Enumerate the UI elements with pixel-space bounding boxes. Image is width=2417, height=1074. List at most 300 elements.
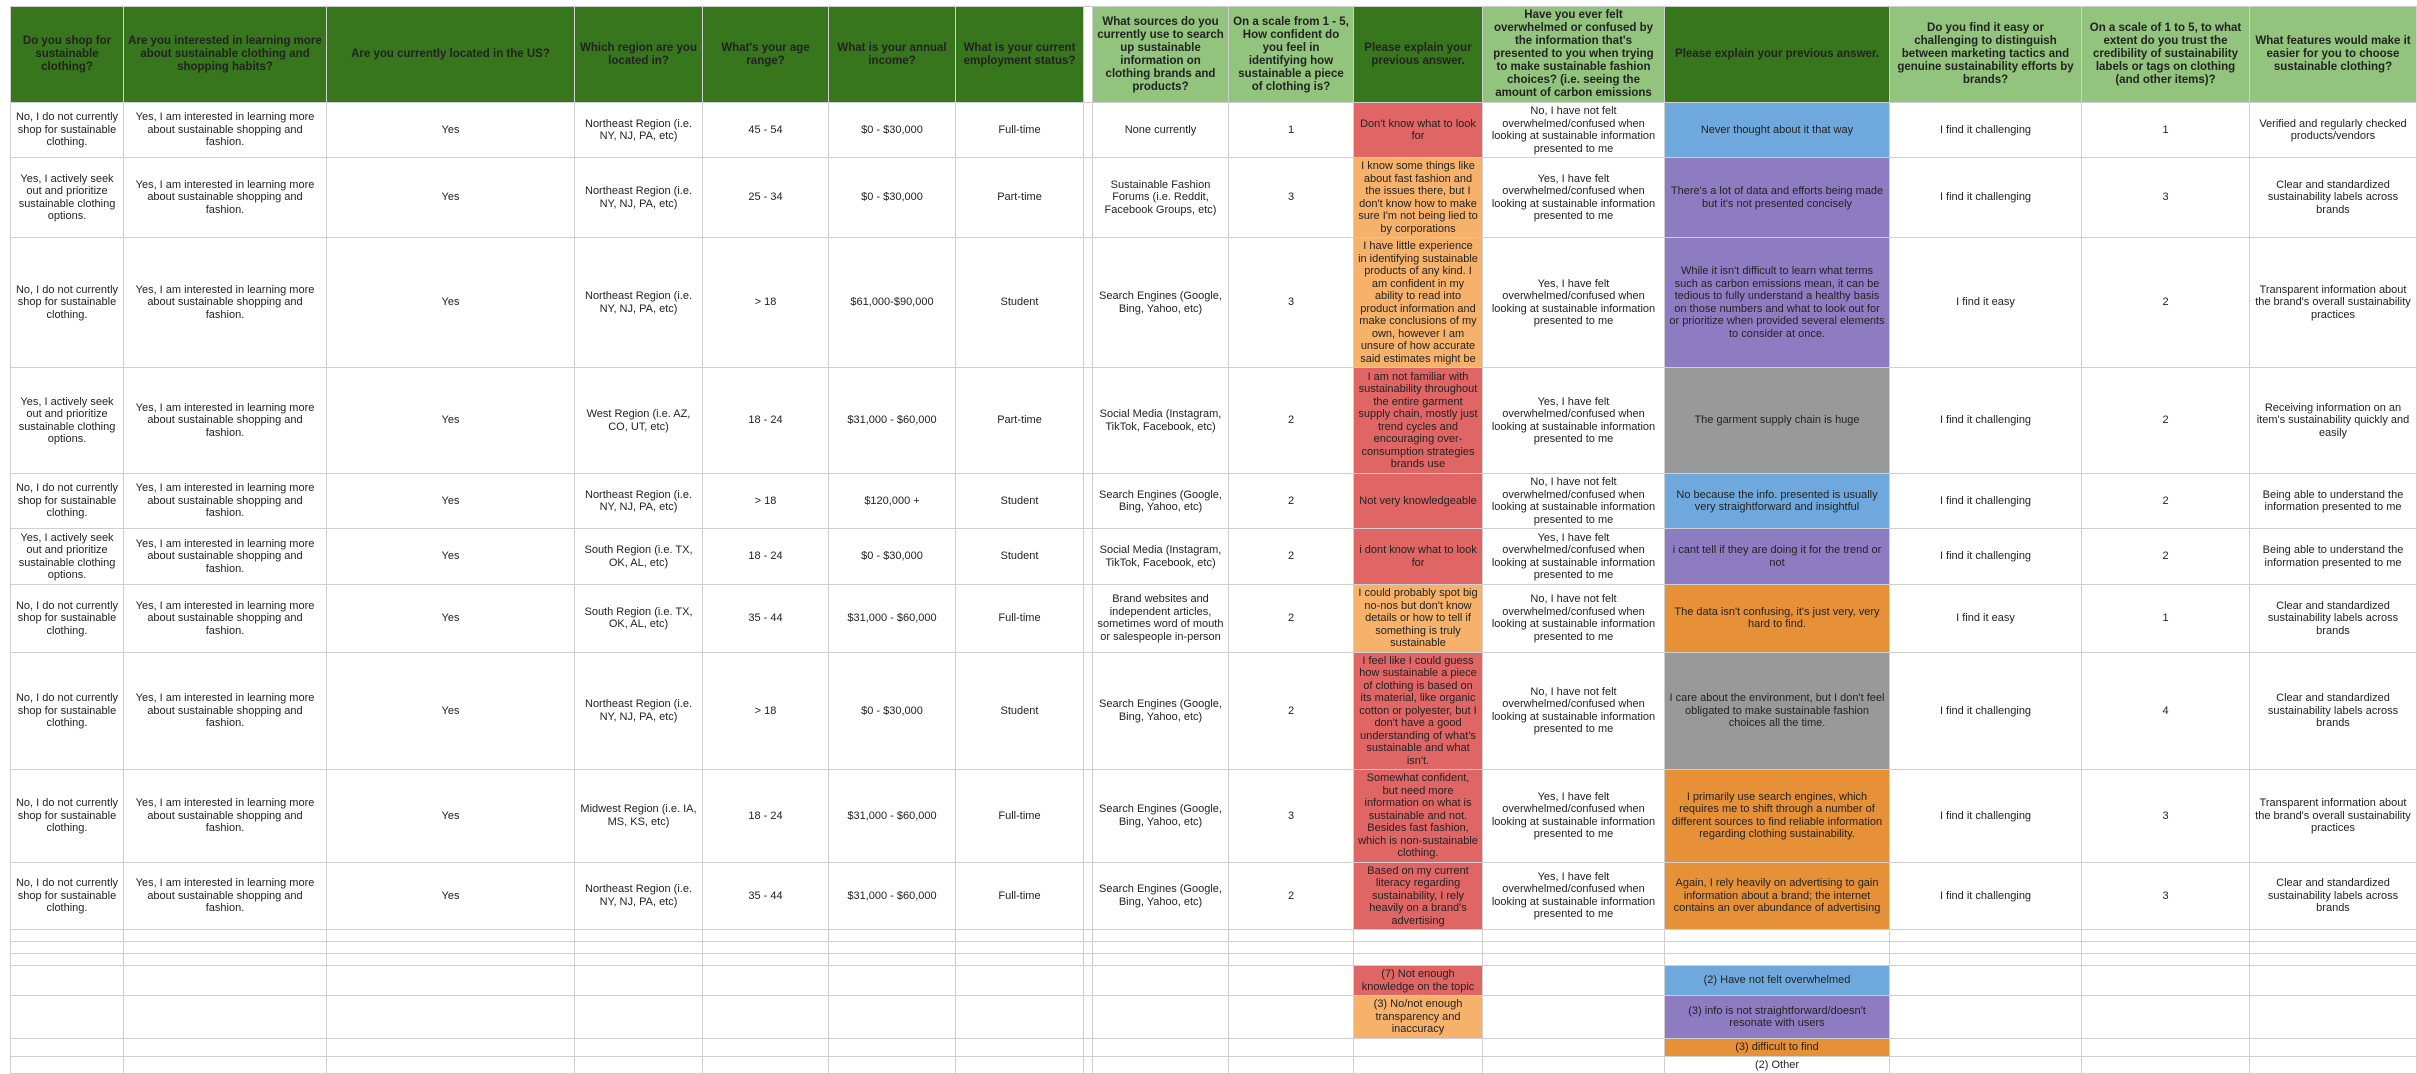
table-cell[interactable]	[11, 942, 124, 954]
table-cell[interactable]	[956, 954, 1084, 966]
table-cell[interactable]: $0 - $30,000	[829, 158, 956, 238]
table-cell[interactable]: Full-time	[956, 862, 1084, 930]
table-cell[interactable]: I know some things like about fast fashion and the issues there, but I don't know how to make sure I'm not being lied to by corporations	[1354, 158, 1483, 238]
table-cell[interactable]: Clear and standardized sustainability labels across brands	[2250, 862, 2417, 930]
table-cell[interactable]: Yes, I actively seek out and prioritize sustainable clothing options.	[11, 158, 124, 238]
table-cell[interactable]	[703, 966, 829, 996]
column-header[interactable]: Do you find it easy or challenging to distinguish between marketing tactics and genuine sustainability efforts by brands?	[1890, 7, 2082, 103]
table-cell[interactable]	[1093, 1056, 1229, 1074]
table-cell[interactable]: Yes	[327, 585, 575, 653]
table-cell[interactable]: South Region (i.e. TX, OK, AL, etc)	[575, 529, 703, 585]
table-cell[interactable]: Verified and regularly checked products/vendors	[2250, 103, 2417, 158]
table-cell[interactable]	[327, 1056, 575, 1074]
table-cell[interactable]	[1229, 954, 1354, 966]
table-cell[interactable]: Yes	[327, 238, 575, 368]
table-cell[interactable]: Transparent information about the brand's overall sustainability practices	[2250, 770, 2417, 863]
column-gap	[1084, 954, 1093, 966]
table-cell[interactable]: No, I do not currently shop for sustainable clothing.	[11, 652, 124, 770]
table-cell[interactable]: $31,000 - $60,000	[829, 368, 956, 474]
table-cell[interactable]: None currently	[1093, 103, 1229, 158]
table-cell[interactable]	[956, 930, 1084, 942]
column-header[interactable]: Which region are you located in?	[575, 7, 703, 103]
table-cell[interactable]: Social Media (Instagram, TikTok, Facebook, etc)	[1093, 368, 1229, 474]
table-cell[interactable]	[1093, 996, 1229, 1039]
table-cell[interactable]	[124, 1039, 327, 1057]
table-cell[interactable]	[2250, 1039, 2417, 1057]
table-cell[interactable]: 2	[1229, 862, 1354, 930]
table-row	[11, 930, 2417, 942]
table-cell[interactable]: Receiving information on an item's sustainability quickly and easily	[2250, 368, 2417, 474]
table-cell[interactable]: Again, I rely heavily on advertising to gain information about a brand; the internet contains an over abundance of advertising	[1665, 862, 1890, 930]
column-header[interactable]: Do you shop for sustainable clothing?	[11, 7, 124, 103]
table-cell[interactable]: 3	[2082, 862, 2250, 930]
table-cell[interactable]: 35 - 44	[703, 862, 829, 930]
table-cell[interactable]	[124, 930, 327, 942]
table-cell[interactable]	[327, 1039, 575, 1057]
table-cell[interactable]	[829, 1056, 956, 1074]
table-cell[interactable]	[327, 966, 575, 996]
column-header[interactable]: On a scale of 1 to 5, to what extent do you trust the credibility of sustainability labels or tags on clothing (and other items)?	[2082, 7, 2250, 103]
table-cell[interactable]: Yes, I have felt overwhelmed/confused when looking at sustainable information presented to me	[1483, 238, 1665, 368]
table-cell[interactable]: I find it challenging	[1890, 862, 2082, 930]
table-cell[interactable]: 18 - 24	[703, 368, 829, 474]
table-cell[interactable]: Yes, I have felt overwhelmed/confused when looking at sustainable information presented to me	[1483, 770, 1665, 863]
table-cell[interactable]: Don't know what to look for	[1354, 103, 1483, 158]
table-cell[interactable]: (2) Have not felt overwhelmed	[1665, 966, 1890, 996]
table-cell[interactable]	[575, 942, 703, 954]
table-cell[interactable]: $120,000 +	[829, 474, 956, 529]
table-cell[interactable]: Northeast Region (i.e. NY, NJ, PA, etc)	[575, 103, 703, 158]
table-cell[interactable]: Search Engines (Google, Bing, Yahoo, etc)	[1093, 652, 1229, 770]
table-cell[interactable]: Yes	[327, 103, 575, 158]
table-cell[interactable]	[124, 942, 327, 954]
table-cell[interactable]	[829, 996, 956, 1039]
table-cell[interactable]: Clear and standardized sustainability labels across brands	[2250, 652, 2417, 770]
table-row	[11, 652, 2417, 770]
table-cell[interactable]	[1483, 942, 1665, 954]
table-cell[interactable]	[2082, 1039, 2250, 1057]
table-cell[interactable]: Never thought about it that way	[1665, 103, 1890, 158]
table-cell[interactable]	[1890, 1039, 2082, 1057]
sheet-body	[11, 103, 2417, 1074]
table-row	[11, 770, 2417, 863]
table-cell[interactable]	[1229, 930, 1354, 942]
table-cell[interactable]: Part-time	[956, 158, 1084, 238]
table-cell[interactable]	[575, 954, 703, 966]
column-gap	[1084, 1039, 1093, 1057]
table-cell[interactable]: Northeast Region (i.e. NY, NJ, PA, etc)	[575, 862, 703, 930]
table-cell[interactable]	[1665, 942, 1890, 954]
table-cell[interactable]: I am not familiar with sustainability throughout the entire garment supply chain, mostly just trend cycles and encouraging over-consumption strategies brands use	[1354, 368, 1483, 474]
column-gap	[1084, 474, 1093, 529]
table-cell[interactable]	[1093, 954, 1229, 966]
table-cell[interactable]	[1890, 930, 2082, 942]
table-cell[interactable]: Yes, I have felt overwhelmed/confused when looking at sustainable information presented to me	[1483, 158, 1665, 238]
table-cell[interactable]: Yes, I am interested in learning more about sustainable shopping and fashion.	[124, 474, 327, 529]
table-cell[interactable]	[11, 930, 124, 942]
table-cell[interactable]: I find it easy	[1890, 585, 2082, 653]
table-cell[interactable]: $31,000 - $60,000	[829, 862, 956, 930]
table-cell[interactable]	[703, 930, 829, 942]
table-cell[interactable]: Being able to understand the information presented to me	[2250, 474, 2417, 529]
table-cell[interactable]	[1354, 954, 1483, 966]
table-cell[interactable]: I find it challenging	[1890, 529, 2082, 585]
table-cell[interactable]: No, I do not currently shop for sustainable clothing.	[11, 474, 124, 529]
table-cell[interactable]: i cant tell if they are doing it for the trend or not	[1665, 529, 1890, 585]
table-cell[interactable]	[1354, 942, 1483, 954]
table-cell[interactable]	[11, 954, 124, 966]
table-cell[interactable]: I find it challenging	[1890, 368, 2082, 474]
table-cell[interactable]	[1483, 1039, 1665, 1057]
table-cell[interactable]: 3	[1229, 238, 1354, 368]
table-cell[interactable]	[703, 942, 829, 954]
table-cell[interactable]	[575, 1039, 703, 1057]
column-gap	[1084, 529, 1093, 585]
table-cell[interactable]: $61,000-$90,000	[829, 238, 956, 368]
table-cell[interactable]: Student	[956, 474, 1084, 529]
table-cell[interactable]: 2	[1229, 652, 1354, 770]
table-cell[interactable]	[829, 1039, 956, 1057]
column-gap	[1084, 862, 1093, 930]
table-cell[interactable]	[327, 954, 575, 966]
table-cell[interactable]	[829, 966, 956, 996]
table-cell[interactable]: Yes	[327, 770, 575, 863]
column-gap	[1084, 238, 1093, 368]
column-gap	[1084, 103, 1093, 158]
table-cell[interactable]: > 18	[703, 474, 829, 529]
table-cell[interactable]	[956, 1056, 1084, 1074]
table-cell[interactable]: Northeast Region (i.e. NY, NJ, PA, etc)	[575, 238, 703, 368]
table-cell[interactable]: Student	[956, 652, 1084, 770]
table-cell[interactable]: Yes, I am interested in learning more about sustainable shopping and fashion.	[124, 862, 327, 930]
table-cell[interactable]: Not very knowledgeable	[1354, 474, 1483, 529]
table-cell[interactable]: $31,000 - $60,000	[829, 585, 956, 653]
table-cell[interactable]: No, I have not felt overwhelmed/confused when looking at sustainable information presented to me	[1483, 474, 1665, 529]
table-cell[interactable]	[327, 942, 575, 954]
column-gap	[1084, 996, 1093, 1039]
table-cell[interactable]	[2082, 966, 2250, 996]
table-cell[interactable]: No, I do not currently shop for sustainable clothing.	[11, 103, 124, 158]
table-cell[interactable]: West Region (i.e. AZ, CO, UT, etc)	[575, 368, 703, 474]
table-cell[interactable]: Search Engines (Google, Bing, Yahoo, etc)	[1093, 474, 1229, 529]
table-cell[interactable]	[956, 996, 1084, 1039]
table-row	[11, 942, 2417, 954]
table-cell[interactable]: Yes, I am interested in learning more about sustainable shopping and fashion.	[124, 770, 327, 863]
table-cell[interactable]	[1483, 930, 1665, 942]
table-cell[interactable]: Yes	[327, 529, 575, 585]
column-header[interactable]: Are you interested in learning more about sustainable clothing and shopping habits?	[124, 7, 327, 103]
table-cell[interactable]: 3	[1229, 158, 1354, 238]
table-cell[interactable]: No, I do not currently shop for sustainable clothing.	[11, 585, 124, 653]
table-cell[interactable]	[956, 966, 1084, 996]
column-header[interactable]: Have you ever felt overwhelmed or confused by the information that's presented to you when trying to make sustainable fashion choices? (i.e. seeing the amount of carbon emissions	[1483, 7, 1665, 103]
table-row	[11, 238, 2417, 368]
table-cell[interactable]	[829, 954, 956, 966]
table-cell[interactable]: No, I have not felt overwhelmed/confused when looking at sustainable information presented to me	[1483, 652, 1665, 770]
table-cell[interactable]: Yes, I am interested in learning more about sustainable shopping and fashion.	[124, 652, 327, 770]
table-cell[interactable]: > 18	[703, 238, 829, 368]
table-cell[interactable]: 45 - 54	[703, 103, 829, 158]
table-cell[interactable]	[11, 1056, 124, 1074]
table-cell[interactable]	[956, 1039, 1084, 1057]
table-cell[interactable]: Yes, I am interested in learning more about sustainable shopping and fashion.	[124, 103, 327, 158]
table-cell[interactable]: While it isn't difficult to learn what terms such as carbon emissions mean, it can be tedious to fully understand a healthy basis on those numbers and what to look out for or prioritize when provided several elements to consider at once.	[1665, 238, 1890, 368]
table-cell[interactable]: 3	[2082, 770, 2250, 863]
table-cell[interactable]: (3) info is not straightforward/doesn't resonate with users	[1665, 996, 1890, 1039]
table-cell[interactable]	[1093, 1039, 1229, 1057]
table-cell[interactable]: 18 - 24	[703, 770, 829, 863]
column-header[interactable]: What sources do you currently use to search up sustainable information on clothing brands and products?	[1093, 7, 1229, 103]
table-cell[interactable]: (3) No/not enough transparency and inaccuracy	[1354, 996, 1483, 1039]
table-cell[interactable]	[703, 954, 829, 966]
table-cell[interactable]	[1890, 942, 2082, 954]
table-cell[interactable]: Yes, I actively seek out and prioritize sustainable clothing options.	[11, 529, 124, 585]
table-cell[interactable]	[2250, 1056, 2417, 1074]
table-cell[interactable]	[124, 966, 327, 996]
table-cell[interactable]	[1229, 1056, 1354, 1074]
table-cell[interactable]: (7) Not enough knowledge on the topic	[1354, 966, 1483, 996]
table-cell[interactable]	[575, 996, 703, 1039]
table-cell[interactable]	[1354, 1056, 1483, 1074]
table-cell[interactable]: Yes, I have felt overwhelmed/confused when looking at sustainable information presented to me	[1483, 529, 1665, 585]
table-cell[interactable]: 2	[1229, 529, 1354, 585]
table-cell[interactable]: No, I have not felt overwhelmed/confused when looking at sustainable information presented to me	[1483, 103, 1665, 158]
table-cell[interactable]: Yes, I am interested in learning more about sustainable shopping and fashion.	[124, 529, 327, 585]
table-cell[interactable]	[1890, 1056, 2082, 1074]
table-row	[11, 1056, 2417, 1074]
table-cell[interactable]: 1	[1229, 103, 1354, 158]
table-cell[interactable]: 2	[2082, 474, 2250, 529]
table-cell[interactable]	[2250, 942, 2417, 954]
table-cell[interactable]	[124, 1056, 327, 1074]
table-cell[interactable]	[1483, 966, 1665, 996]
table-cell[interactable]: 2	[2082, 529, 2250, 585]
table-cell[interactable]	[1483, 996, 1665, 1039]
column-gap	[1084, 7, 1093, 103]
table-cell[interactable]	[327, 930, 575, 942]
table-row	[11, 103, 2417, 158]
table-cell[interactable]: I find it challenging	[1890, 652, 2082, 770]
column-header[interactable]: Are you currently located in the US?	[327, 7, 575, 103]
table-cell[interactable]: 2	[2082, 368, 2250, 474]
table-cell[interactable]	[703, 1056, 829, 1074]
column-header[interactable]: Please explain your previous answer.	[1354, 7, 1483, 103]
table-cell[interactable]: Full-time	[956, 770, 1084, 863]
table-cell[interactable]: Brand websites and independent articles, sometimes word of mouth or salespeople in-person	[1093, 585, 1229, 653]
table-cell[interactable]	[2250, 930, 2417, 942]
table-cell[interactable]: No because the info. presented is usually very straightforward and insightful	[1665, 474, 1890, 529]
table-cell[interactable]: South Region (i.e. TX, OK, AL, etc)	[575, 585, 703, 653]
table-cell[interactable]: 2	[2082, 238, 2250, 368]
table-cell[interactable]	[1483, 1056, 1665, 1074]
table-cell[interactable]: Northeast Region (i.e. NY, NJ, PA, etc)	[575, 652, 703, 770]
table-cell[interactable]: I could probably spot big no-nos but don't know details or how to tell if something is truly sustainable	[1354, 585, 1483, 653]
table-cell[interactable]: 1	[2082, 103, 2250, 158]
table-cell[interactable]	[124, 996, 327, 1039]
table-cell[interactable]	[327, 996, 575, 1039]
column-header[interactable]: On a scale from 1 - 5, How confident do you feel in identifying how sustainable a piece of clothing is?	[1229, 7, 1354, 103]
table-cell[interactable]: Being able to understand the information presented to me	[2250, 529, 2417, 585]
column-header[interactable]: What is your annual income?	[829, 7, 956, 103]
table-cell[interactable]: 2	[1229, 368, 1354, 474]
table-cell[interactable]: Based on my current literacy regarding sustainability, I rely heavily on a brand's advertising	[1354, 862, 1483, 930]
table-cell[interactable]: $0 - $30,000	[829, 103, 956, 158]
column-gap	[1084, 652, 1093, 770]
table-cell[interactable]	[829, 930, 956, 942]
table-cell[interactable]	[1890, 996, 2082, 1039]
table-cell[interactable]: Transparent information about the brand's overall sustainability practices	[2250, 238, 2417, 368]
table-cell[interactable]	[829, 942, 956, 954]
table-cell[interactable]	[2082, 954, 2250, 966]
table-cell[interactable]: No, I do not currently shop for sustainable clothing.	[11, 238, 124, 368]
table-cell[interactable]: 4	[2082, 652, 2250, 770]
table-row	[11, 529, 2417, 585]
table-cell[interactable]	[1229, 942, 1354, 954]
table-cell[interactable]: 2	[1229, 474, 1354, 529]
table-cell[interactable]	[1483, 954, 1665, 966]
table-cell[interactable]: Yes, I am interested in learning more about sustainable shopping and fashion.	[124, 585, 327, 653]
table-cell[interactable]: I find it challenging	[1890, 770, 2082, 863]
table-row	[11, 966, 2417, 996]
table-cell[interactable]	[956, 942, 1084, 954]
table-cell[interactable]: The garment supply chain is huge	[1665, 368, 1890, 474]
table-cell[interactable]	[2082, 1056, 2250, 1074]
table-row	[11, 996, 2417, 1039]
table-cell[interactable]: No, I do not currently shop for sustainable clothing.	[11, 770, 124, 863]
table-cell[interactable]: Yes	[327, 158, 575, 238]
table-cell[interactable]	[703, 1039, 829, 1057]
table-row	[11, 862, 2417, 930]
table-cell[interactable]: Northeast Region (i.e. NY, NJ, PA, etc)	[575, 474, 703, 529]
table-cell[interactable]: Search Engines (Google, Bing, Yahoo, etc)	[1093, 770, 1229, 863]
table-row	[11, 954, 2417, 966]
table-cell[interactable]: > 18	[703, 652, 829, 770]
table-cell[interactable]	[1093, 942, 1229, 954]
table-cell[interactable]: $31,000 - $60,000	[829, 770, 956, 863]
column-gap	[1084, 942, 1093, 954]
table-cell[interactable]	[575, 930, 703, 942]
column-gap	[1084, 966, 1093, 996]
table-cell[interactable]	[1665, 930, 1890, 942]
table-cell[interactable]: I feel like I could guess how sustainable a piece of clothing is based on its material, like organic cotton or polyester, but I don't have a good understanding of what's sustainable and what isn't.	[1354, 652, 1483, 770]
table-cell[interactable]: Somewhat confident, but need more information on what is sustainable and not. Besides fast fashion, which is non-sustainable clothing.	[1354, 770, 1483, 863]
table-cell[interactable]	[2250, 954, 2417, 966]
column-gap	[1084, 585, 1093, 653]
table-cell[interactable]: Clear and standardized sustainability labels across brands	[2250, 158, 2417, 238]
table-cell[interactable]: 3	[2082, 158, 2250, 238]
table-cell[interactable]: I find it challenging	[1890, 103, 2082, 158]
table-cell[interactable]	[11, 1039, 124, 1057]
table-cell[interactable]: Search Engines (Google, Bing, Yahoo, etc)	[1093, 862, 1229, 930]
table-cell[interactable]	[2250, 996, 2417, 1039]
table-cell[interactable]	[1665, 954, 1890, 966]
table-cell[interactable]: There's a lot of data and efforts being made but it's not presented concisely	[1665, 158, 1890, 238]
table-cell[interactable]: 35 - 44	[703, 585, 829, 653]
table-cell[interactable]: I find it easy	[1890, 238, 2082, 368]
table-cell[interactable]: Part-time	[956, 368, 1084, 474]
column-header[interactable]: What features would make it easier for you to choose sustainable clothing?	[2250, 7, 2417, 103]
table-cell[interactable]	[575, 966, 703, 996]
table-cell[interactable]: I primarily use search engines, which requires me to shift through a number of different sources to find reliable information regarding clothing sustainability.	[1665, 770, 1890, 863]
table-cell[interactable]: 1	[2082, 585, 2250, 653]
table-cell[interactable]: Yes, I am interested in learning more about sustainable shopping and fashion.	[124, 368, 327, 474]
column-header[interactable]: Please explain your previous answer.	[1665, 7, 1890, 103]
table-cell[interactable]: Yes, I am interested in learning more about sustainable shopping and fashion.	[124, 238, 327, 368]
table-cell[interactable]: Student	[956, 238, 1084, 368]
column-gap	[1084, 368, 1093, 474]
table-cell[interactable]: Social Media (Instagram, TikTok, Facebook, etc)	[1093, 529, 1229, 585]
table-cell[interactable]: Sustainable Fashion Forums (i.e. Reddit, Facebook Groups, etc)	[1093, 158, 1229, 238]
table-cell[interactable]	[1890, 954, 2082, 966]
table-cell[interactable]: Yes, I actively seek out and prioritize sustainable clothing options.	[11, 368, 124, 474]
table-cell[interactable]: 25 - 34	[703, 158, 829, 238]
table-cell[interactable]	[11, 996, 124, 1039]
table-cell[interactable]	[1354, 1039, 1483, 1057]
table-cell[interactable]: (3) difficult to find	[1665, 1039, 1890, 1057]
table-cell[interactable]	[2082, 930, 2250, 942]
table-cell[interactable]: Student	[956, 529, 1084, 585]
table-cell[interactable]: No, I have not felt overwhelmed/confused when looking at sustainable information presented to me	[1483, 585, 1665, 653]
table-cell[interactable]: i dont know what to look for	[1354, 529, 1483, 585]
table-row	[11, 585, 2417, 653]
table-row	[11, 368, 2417, 474]
table-cell[interactable]: Yes	[327, 368, 575, 474]
table-cell[interactable]: Clear and standardized sustainability labels across brands	[2250, 585, 2417, 653]
table-cell[interactable]: (2) Other	[1665, 1056, 1890, 1074]
table-cell[interactable]: $0 - $30,000	[829, 652, 956, 770]
table-cell[interactable]: No, I do not currently shop for sustainable clothing.	[11, 862, 124, 930]
table-cell[interactable]: I care about the environment, but I don't feel obligated to make sustainable fashion choices all the time.	[1665, 652, 1890, 770]
table-cell[interactable]	[703, 996, 829, 1039]
table-cell[interactable]: I find it challenging	[1890, 158, 2082, 238]
table-cell[interactable]: I find it challenging	[1890, 474, 2082, 529]
table-cell[interactable]: Northeast Region (i.e. NY, NJ, PA, etc)	[575, 158, 703, 238]
column-header[interactable]: What is your current employment status?	[956, 7, 1084, 103]
table-cell[interactable]: Yes, I am interested in learning more about sustainable shopping and fashion.	[124, 158, 327, 238]
table-cell[interactable]	[1354, 930, 1483, 942]
table-cell[interactable]: Yes, I have felt overwhelmed/confused when looking at sustainable information presented to me	[1483, 368, 1665, 474]
table-cell[interactable]	[2082, 996, 2250, 1039]
table-cell[interactable]: Full-time	[956, 103, 1084, 158]
table-cell[interactable]	[575, 1056, 703, 1074]
table-cell[interactable]	[2082, 942, 2250, 954]
table-cell[interactable]: $0 - $30,000	[829, 529, 956, 585]
table-cell[interactable]	[124, 954, 327, 966]
table-cell[interactable]	[1890, 966, 2082, 996]
table-cell[interactable]	[1229, 1039, 1354, 1057]
table-cell[interactable]: Yes	[327, 652, 575, 770]
table-cell[interactable]	[2250, 966, 2417, 996]
table-cell[interactable]: Yes	[327, 862, 575, 930]
table-cell[interactable]	[1093, 930, 1229, 942]
table-cell[interactable]: Midwest Region (i.e. IA, MS, KS, etc)	[575, 770, 703, 863]
table-cell[interactable]: 2	[1229, 585, 1354, 653]
table-cell[interactable]: Search Engines (Google, Bing, Yahoo, etc)	[1093, 238, 1229, 368]
table-cell[interactable]: 3	[1229, 770, 1354, 863]
table-cell[interactable]: 18 - 24	[703, 529, 829, 585]
table-cell[interactable]: Yes	[327, 474, 575, 529]
table-cell[interactable]: Full-time	[956, 585, 1084, 653]
table-cell[interactable]	[1229, 996, 1354, 1039]
column-header[interactable]: What's your age range?	[703, 7, 829, 103]
table-cell[interactable]: The data isn't confusing, it's just very, very hard to find.	[1665, 585, 1890, 653]
header-row	[11, 7, 2417, 103]
table-cell[interactable]	[11, 966, 124, 996]
table-cell[interactable]: I have little experience in identifying sustainable products of any kind. I am confident in my ability to read into product information and make conclusions of my own, however I am unsure of how accurate said estimates might be	[1354, 238, 1483, 368]
table-cell[interactable]	[1229, 966, 1354, 996]
table-cell[interactable]: Yes, I have felt overwhelmed/confused when looking at sustainable information presented to me	[1483, 862, 1665, 930]
table-cell[interactable]	[1093, 966, 1229, 996]
